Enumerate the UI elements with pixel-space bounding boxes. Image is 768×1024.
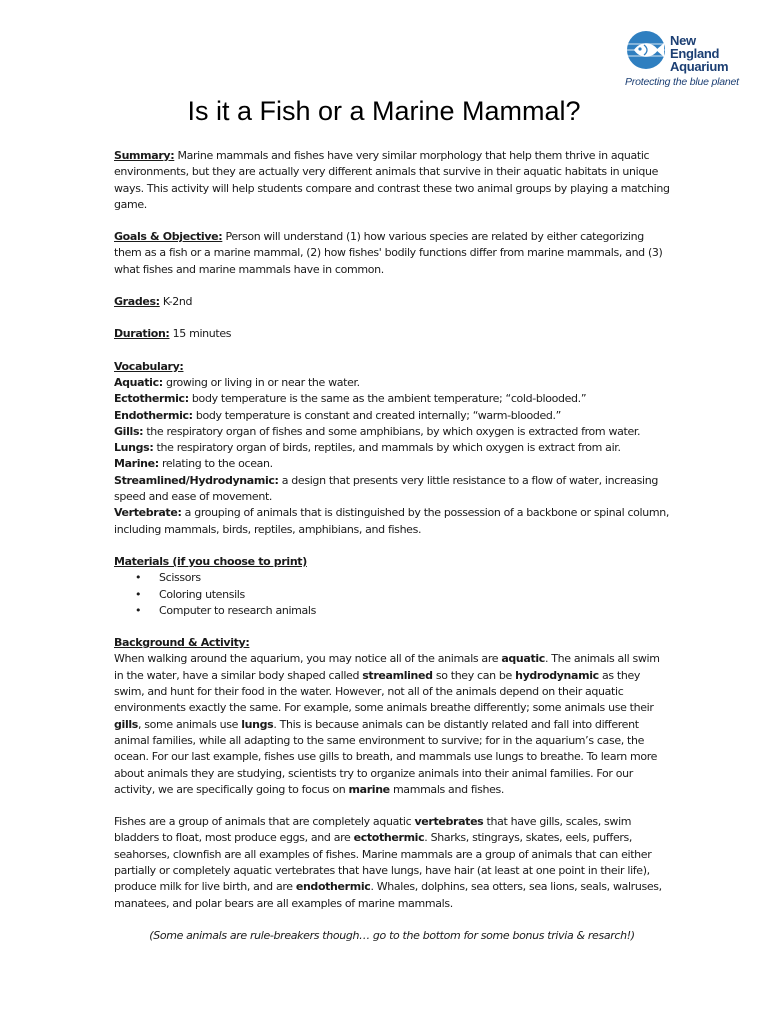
vocab-item [114,505,670,538]
vocab-term: Gills: [114,424,144,438]
duration-heading: Duration: [114,327,170,341]
keyword-ectothermic: ectothermic [353,831,425,845]
keyword-aquatic: aquatic [501,652,545,666]
vocab-term: Aquatic: [114,375,163,389]
materials-heading-line [114,554,670,570]
vocab-term: Endothermic: [114,408,193,422]
keyword-endothermic: endothermic [295,880,371,894]
trivia-note: (Some animals are rule-breakers though… go to the bottom for some bonus trivia & resarch!) [149,928,635,942]
logo-name-line1: New England [670,33,720,61]
vocabulary-heading: Vocabulary: [114,359,184,373]
summary-heading: Summary: [114,149,175,162]
fish-globe-icon [626,30,666,70]
logo-tagline: Protecting the blue planet [625,76,739,88]
goals-heading: Goals & Objective: [114,230,223,244]
keyword-streamlined: streamlined [362,668,433,682]
vocab-definition: body temperature is the same as the ambient temperature; “cold-blooded.” [188,392,587,406]
vocab-term: Vertebrate: [114,506,182,520]
summary-text: Marine mammals and fishes have very similar morphology that help them thrive in aquatic environments, but they are actually very different animals that survive in their aquatic habitats in unique ways. This activity will help students compare and contrast these two animal groups by playing a matching game. [114,149,670,211]
grades-text: K-2nd [159,295,193,309]
vocab-definition: body temperature is constant and created internally; “warm-blooded.” [192,408,562,422]
vocab-item [114,408,670,424]
vocab-item [114,391,670,407]
grades-line [114,294,670,310]
vocab-item [114,424,670,440]
materials-list [114,570,670,619]
document-body [114,148,670,944]
keyword-lungs: lungs [241,717,274,731]
logo-wordmark [670,34,742,73]
vocab-definition: the respiratory organ of fishes and some amphibians, by which oxygen is extracted from water. [143,424,641,438]
materials-item: • Computer to research animals [159,603,670,619]
new-england-aquarium-logo [622,26,742,96]
page-title: Is it a Fish or a Marine Mammal? [187,96,581,126]
vocab-definition: growing or living in or near the water. [162,375,360,389]
goals-paragraph [114,229,670,278]
background-heading-line [114,635,670,651]
keyword-hydrodynamic: hydrodynamic [515,668,599,682]
vocab-item [114,440,670,456]
materials-heading: Materials (if you choose to print) [114,554,307,568]
goals-text: Person will understand (1) how various species are related by either categorizing them as a fish or a marine mammal, (2) how fishes' bodily functions differ from marine mammals, and (3) what fishes and marine mammals have in common. [114,230,663,276]
logo-name-line2: Aquarium [670,59,729,74]
vocab-item [114,375,670,391]
vocab-term: Lungs: [114,441,154,455]
vocab-definition: a grouping of animals that is distinguished by the possession of a backbone or spinal column, including mammals, birds, reptiles, amphibians, and fishes. [114,506,669,536]
background-heading: Background & Activity: [114,636,250,650]
vocab-term: Ectothermic: [114,392,189,406]
vocab-definition: the respiratory organ of birds, reptiles, and mammals by which oxygen is extract from air. [153,441,621,455]
duration-text: 15 minutes [169,327,232,341]
vocab-term: Streamlined/Hydrodynamic: [114,473,279,487]
summary-paragraph [114,148,670,213]
vocab-definition: a design that presents very little resistance to a flow of water, increasing speed and ease of movement. [114,473,658,504]
keyword-marine: marine [348,782,390,796]
vocab-item [114,456,670,472]
vocabulary-heading-line [114,359,670,375]
background-paragraph-1: When walking around the aquarium, you may notice all of the animals are aquatic. The animals all swim in the water, have a similar body shaped called streamlined so they can be hydrodynamic as they swim, and hunt for their food in the water. However, not all of the animals depend on their aquatic environments exactly the same. For example, some animals breathe differently; some animals use their gills, some animals use lungs. This is because animals can be distantly related and fall into different animal families, while all adapting to the same environment to survive; for in the aquarium’s case, the ocean. For our last example, fishes use gills to breath, and mammals use lungs to breathe. To learn more about animals they are studying, scientists try to organize animals into their animal families. For our activity, we are specifically going to focus on marine mammals and fishes. [114,652,660,796]
vocab-definition: relating to the ocean. [158,457,273,471]
vocab-item [114,473,670,506]
grades-heading: Grades: [114,295,160,309]
keyword-gills: gills [114,717,138,731]
materials-item: • Coloring utensils [159,587,670,603]
vocab-term: Marine: [114,457,159,471]
keyword-vertebrates: vertebrates [414,815,484,829]
background-paragraph-2: Fishes are a group of animals that are completely aquatic vertebrates that have gills, scales, swim bladders to float, most produce eggs, and are ectothermic. Sharks, stingrays, skates, eels, puffers, seahorses, clownfish are all examples of fishes. Marine mammals are a group of animals that can either partially or completely aquatic vertebrates that have lungs, have hair (at least at one point in their life), produce milk for live birth, and are endothermic. Whales, dolphins, sea otters, sea lions, seals, walruses, manatees, and polar bears are all examples of marine mammals. [114,815,662,910]
materials-item: • Scissors [159,570,670,586]
duration-line [114,326,670,342]
